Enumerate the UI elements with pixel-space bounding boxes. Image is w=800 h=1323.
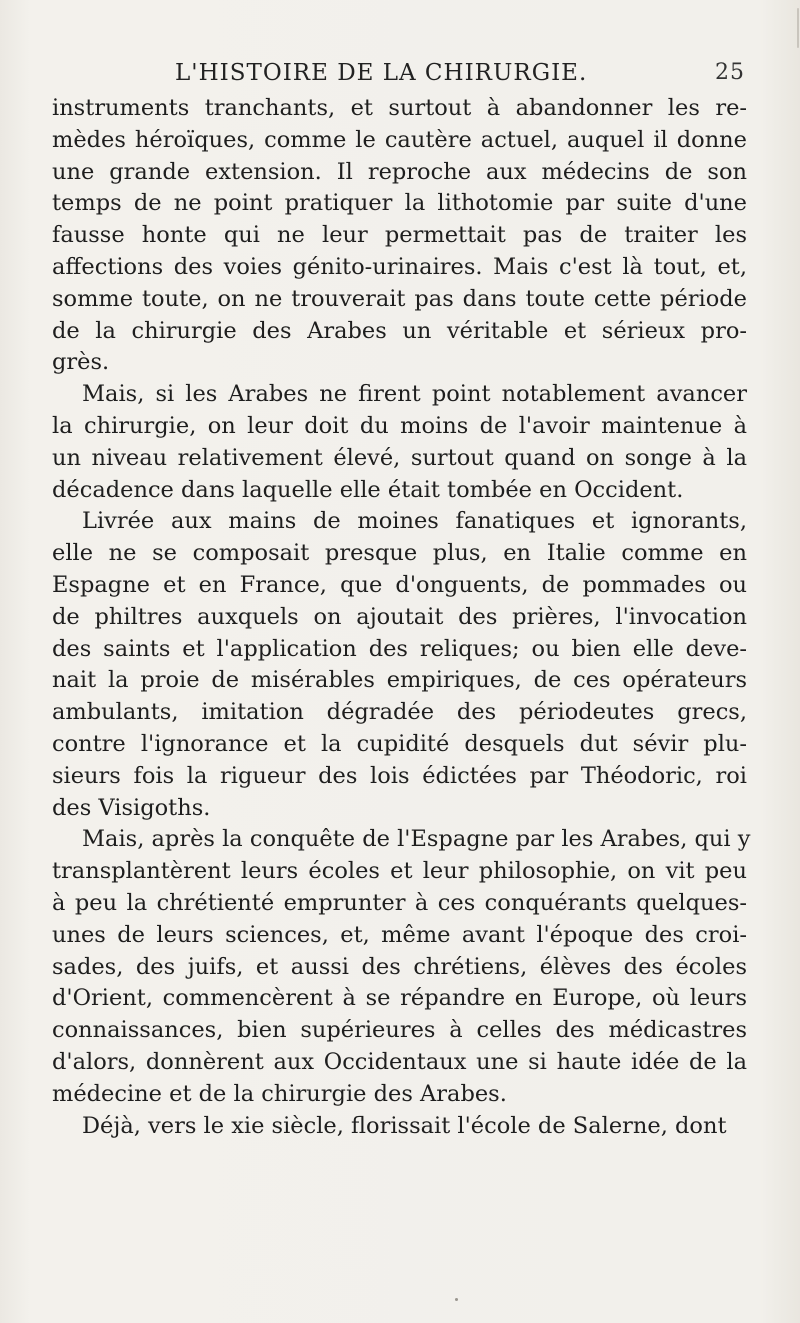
- page-number: 25: [715, 60, 745, 85]
- text-line: à peu la chrétienté emprunter à ces conquérants quelques-: [52, 889, 747, 916]
- text-line: contre l'ignorance et la cupidité desquels dut sévir plu-: [52, 730, 747, 757]
- text-line: Mais, après la conquête de l'Espagne par les Arabes, qui y: [82, 826, 751, 853]
- text-line: somme toute, on ne trouverait pas dans toute cette période: [52, 285, 747, 312]
- paragraph: [52, 379, 747, 506]
- text-line: décadence dans laquelle elle était tombée en Occident.: [52, 476, 684, 503]
- text-line: des saints et l'application des reliques; ou bien elle deve-: [52, 635, 747, 662]
- text-line: Espagne et en France, que d'onguents, de pommades ou: [52, 571, 747, 598]
- text-line: médecine et de la chirurgie des Arabes.: [52, 1080, 507, 1107]
- text-line: affections des voies génito-urinaires. Mais c'est là tout, et,: [52, 253, 747, 280]
- text-line: temps de ne point pratiquer la lithotomie par suite d'une: [52, 190, 747, 217]
- paper-speck: [797, 8, 799, 48]
- text-line: fausse honte qui ne leur permettait pas de traiter les: [52, 222, 747, 249]
- text-line: Déjà, vers le xie siècle, florissait l'école de Salerne, dont: [82, 1112, 727, 1139]
- text-line: ambulants, imitation dégradée des périodeutes grecs,: [52, 699, 747, 726]
- text-line: de philtres auxquels on ajoutait des prières, l'invocation: [52, 603, 747, 630]
- text-line: d'Orient, commencèrent à se répandre en Europe, où leurs: [52, 985, 747, 1012]
- paragraph: [52, 824, 751, 1110]
- text-line: d'alors, donnèrent aux Occidentaux une si haute idée de la: [52, 1048, 747, 1075]
- text-line: nait la proie de misérables empiriques, de ces opérateurs: [52, 667, 747, 694]
- text-line: la chirurgie, on leur doit du moins de l'avoir maintenue à: [52, 412, 747, 439]
- running-title: L'HISTOIRE DE LA CHIRURGIE.: [175, 60, 588, 86]
- text-line: Mais, si les Arabes ne firent point notablement avancer: [82, 381, 747, 408]
- body-text: [52, 93, 751, 1142]
- text-line: connaissances, bien supérieures à celles des médicastres: [52, 1017, 747, 1044]
- text-line: un niveau relativement élevé, surtout quand on songe à la: [52, 444, 747, 471]
- text-line: transplantèrent leurs écoles et leur philosophie, on vit peu: [52, 858, 747, 885]
- text-line: sades, des juifs, et aussi des chrétiens, élèves des écoles: [52, 953, 747, 980]
- text-line: de la chirurgie des Arabes un véritable et sérieux pro-: [52, 317, 747, 344]
- text-line: sieurs fois la rigueur des lois édictées par Théodoric, roi: [52, 762, 747, 789]
- page-header: [175, 60, 745, 92]
- text-line: mèdes héroïques, comme le cautère actuel, auquel il donne: [52, 126, 747, 153]
- text-line: une grande extension. Il reproche aux médecins de son: [52, 158, 747, 185]
- text-line: unes de leurs sciences, et, même avant l'époque des croi-: [52, 921, 747, 948]
- text-line: elle ne se composait presque plus, en Italie comme en: [52, 540, 747, 567]
- paragraph: [52, 1111, 747, 1143]
- text-line: des Visigoths.: [52, 794, 211, 821]
- text-line: Livrée aux mains de moines fanatiques et ignorants,: [82, 508, 747, 535]
- text-line: grès.: [52, 349, 110, 376]
- paragraph: [52, 93, 747, 379]
- paper-speck: [455, 1298, 458, 1301]
- text-line: instruments tranchants, et surtout à abandonner les re-: [52, 95, 747, 121]
- paragraph: [52, 506, 747, 824]
